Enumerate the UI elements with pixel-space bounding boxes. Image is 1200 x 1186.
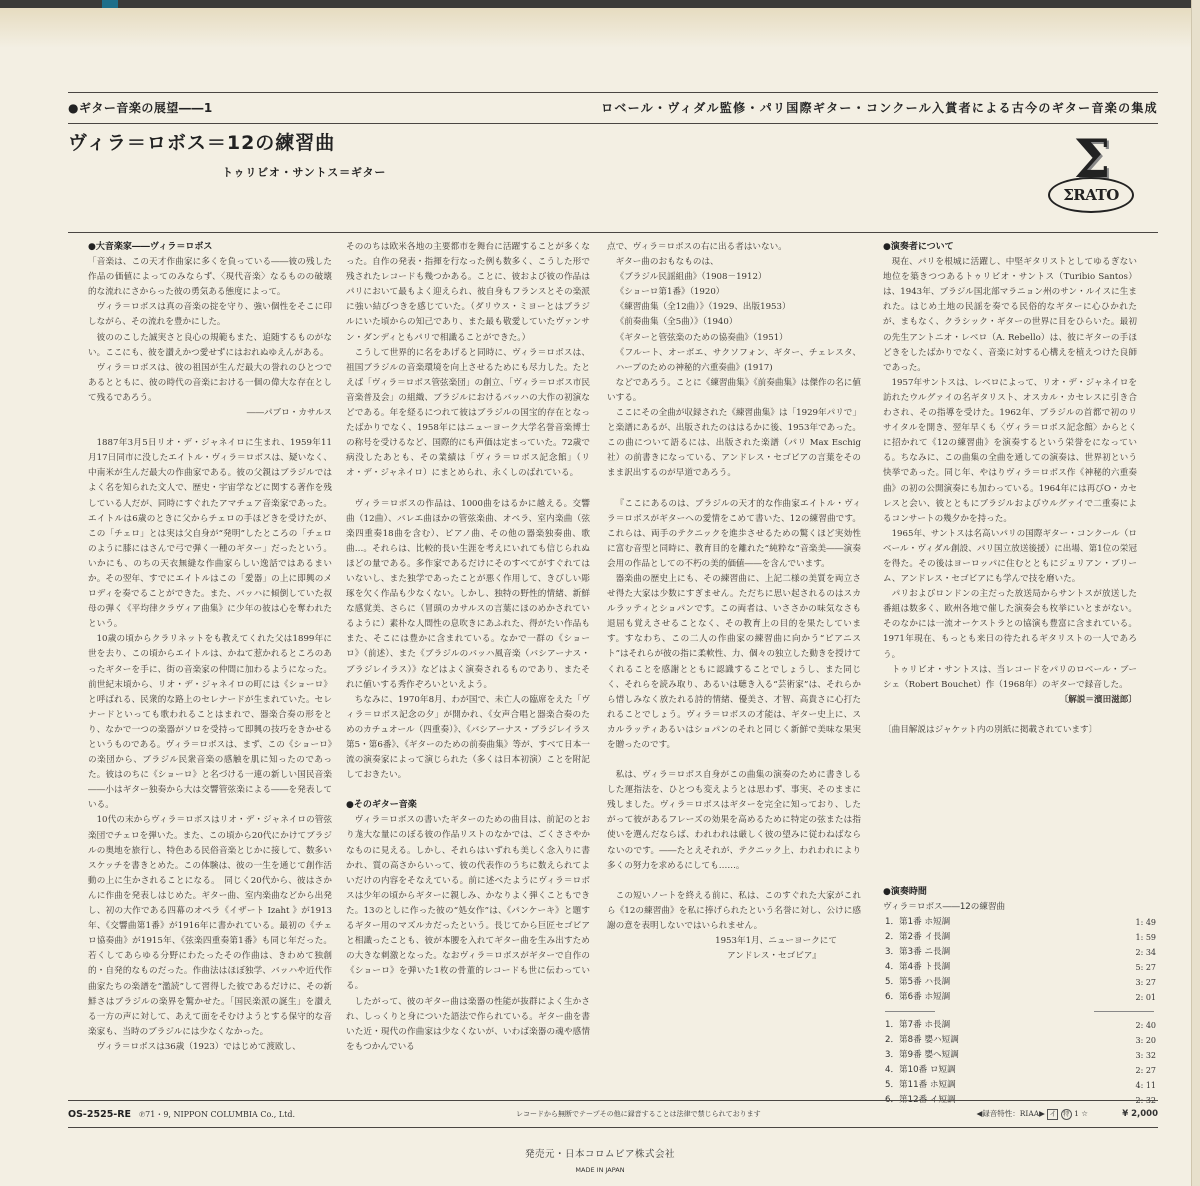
performer-paragraph-2: 1957年サントスは、レベロによって、リオ・デ・ジャネイロを訪れたウルグァイの名ギタリスト、オスカル・カセレスに引き合わされ、その指導を受けた。1962年、ブラジルの首都で初のリサイタルを開き、翌年早くも〈ヴィラ＝ロボス記念館〉からとくに招かれて《12の練習曲》を演奏するという栄誉をになっている。ちなみに、この曲集の全曲を通しての演奏は、世界初という快挙であった。同じ年、やはりヴィラ＝ロボス作《神秘的六重奏曲》の初の公開演奏にも加わっている。1964年には再びO・カセレスと会い、彼とともにブラジルおよびウルグァイで二重奏によるコンサートの幾夕かを持った。 [883,377,1137,524]
work-item: 《ブラジル民謡組曲》（1908－1912） [615,272,767,283]
section-heading-guitar-music: ●そのギター音楽 [346,800,417,811]
circled-mark-icon: 特 [1061,1109,1072,1120]
etudes-intro: 点で、ヴィラ＝ロボスの右に出る者はいない。 [607,242,787,252]
work-item: 《ショーロ第1番》（1920） [615,287,725,298]
recording-spec-label: ◀録音特性：RIAA▶ [976,1109,1045,1118]
section-heading-composer: ●大音楽家――ヴィラ＝ロボス [88,242,213,252]
column-etudes [607,240,861,964]
casals-quote-p2: ヴィラ＝ロボスは真の音楽の掟を守り、強い個性をそこに印しながら、その流れを豊かにした。 [88,302,332,328]
segovia-quote-p3: 私は、ヴィラ＝ロボス自身がこの曲集の演奏のために書きしるした運指法を、ひとつも変えようとは思わず、事実、そのままに残しました。ヴィラ＝ロボスはギターを完全に知っており、したがって彼があるフレーズの効果を高めるために特定の弦または指使いを選んだならば、われわれは厳しく彼の望みに従わねばならないのです。――たとえそれが、テクニック上、われわれにより多くの努力を求めるにしても……。 [607,770,861,871]
segovia-quote-p1: 『ここにあるのは、ブラジルの天才的な作曲家エイトル・ヴィラ＝ロボスがギターへの愛情をこめて書いた、12の練習曲です。これらは、両手のテクニックを進歩させるための驚くほど実効性に富む音型と同時に、教育目的を離れた“純粋な”音楽美――演奏会用の作品としての不朽の美的価値――を含んでいます。 [607,498,861,569]
track-row [883,1048,1156,1063]
guitar-paragraph-2: したがって、彼のギター曲は楽器の性能が抜群によく生かされ、しっくりと身についた語法で作られている。ギター曲を書いた近・現代の作曲家は少なくないが、いわば楽器の魂や感情をもつかんでいる [346,996,590,1052]
track-label: 1．第1番 ホ短調 [885,917,951,927]
copy-warning: レコードから無断でテープその他に録音することは法律で禁じられております [516,1110,761,1118]
track-time: 2: 32 [1135,1096,1156,1105]
bio-paragraph-4: ヴィラ＝ロボスは36歳（1923）ではじめて渡欧し、 [96,1041,301,1052]
top-edge-tab [102,0,118,8]
segovia-signature: アンドレス・セゴビア』 [727,951,821,962]
track-time: 4: 11 [1135,1081,1156,1090]
casals-attribution: ――パブロ・カサルス [246,408,332,419]
track-row [883,960,1156,975]
casals-quote-p1: 「音楽は、この天才作曲家に多くを負っている――彼の残した作品の価値によってのみならず、〈現代音楽〉なるものの破壊的な流れにさからった彼の勇気ある態度によって。 [88,257,332,298]
track-notes-note: 〔曲目解説はジャケット内の別紙に掲載されています〕 [883,724,1098,735]
column-composer [88,240,332,1055]
tracklist-heading: ●演奏時間 [883,887,927,897]
track-row [883,1018,1156,1033]
made-in-label: MADE IN JAPAN [575,1166,625,1174]
work-item: 《練習曲集（全12曲）》（1929、出版1953） [615,302,791,313]
work-item: 《前奏曲集（全5曲）》（1940） [615,317,738,328]
performer-paragraph-5: トゥリビオ・サントスは、当レコードをパリのロベール・ブーシェ（Robert Bouchet）作（1968年）のギターで録音した。 [883,664,1137,690]
album-title: ヴィラ＝ロボス＝12の練習曲 [68,132,336,154]
segovia-date: 1953年1月、ニューヨークにて [715,936,837,947]
performer-paragraph-1: 現在、パリを根城に活躍し、中堅ギタリストとしてゆるぎない地位を築きつつあるトゥリビオ・サントス（Turibio Santos）は、1943年、ブラジル国北部マラニョン州のサン・ルイスに生まれた。はじめ土地の民謡を奏でる民俗的なギターに心ひかれたが、まもなく、クラシック・ギターの世界に目をひらいた。最初の先生アントニオ・レベロ（A. Rebello）は、彼にギターの手ほどきをしたばかりでなく、音楽に対する心構えを植えつけた良師であった。 [883,257,1137,373]
side-divider [883,1005,1156,1018]
casals-quote-p3: 彼ののこした誠実さと良心の規範もまた、追随するものがない。ここにも、彼を讃えかつ愛せずにはおれぬゆえんがある。 [88,332,332,358]
track-label: 2．第8番 嬰ハ短調 [885,1035,959,1045]
header-bottom-rule [68,123,1158,124]
career-paragraph-1: そののちは欧米各地の主要都市を舞台に活躍することが多くなった。自作の発表・指揮を行なった例も数多く、こうした形で残されたレコードも幾つかある。ことに、彼および彼の作品はパリにおいて最もよく迎えられ、彼自身もフランスとその楽派に強い結びつきを感じていた。（ダリウス・ミヨーとはブラジルにいた頃からの知己であり、また最も敬愛していたヴァンサン・ダンディともパリで相識ることができた。） [346,242,590,343]
erato-logo [1048,129,1134,211]
track-time: 1: 49 [1135,918,1156,927]
bio-paragraph-2: 10歳の頃からクラリネットをも教えてくれた父は1899年に世を去り、この頃からエイトルは、かねて惹かれるところのあったギターを手に、街の音楽家の仲間に加わるようになった。前世紀末頃から、リオ・デ・ジャネイロの町には《ショーロ》と呼ばれる、民衆的な路上のセレナードが生まれていた。セレナードといっても歌われることはまれで、器楽合奏の形をとり、なかで一つの楽器がソロを受持って即興の技巧をきかせるというものである。ヴィラ＝ロボスは、まず、この《ショーロ》の楽団から、ブラジル民衆音楽の感触を肌に知ったのであった。彼はのちに《ショーロ》と名づける一連の新しい国民音楽――小はギター独奏から大は交響管弦楽による――を発表している。 [88,634,332,811]
track-label: 1．第7番 ホ長調 [885,1020,951,1030]
etudes-paragraph-2: ここにその全曲が収録された《練習曲集》は「1929年パリで」と楽譜にあるが、出版されたのははるかに後、1953年であった。この曲について語るには、出版された楽譜（パリ Max Eschig 社）の前書きになっている、アンドレス・セゴビアの言葉をそのまま訳出するのが早道であろう。 [607,408,861,479]
track-time: 2: 01 [1135,993,1156,1002]
performer-paragraph-3: 1965年、サントスは名高いパリの国際ギター・コンクール（ロベール・ヴィダル創設、パリ国立放送後援）に出場、第1位の栄冠を得た。その後はヨーロッパに住むとともにジュリアン・ブリーム、アンドレス・セゴビアにも学んで技を磨いた。 [883,528,1137,585]
track-row [883,1078,1156,1093]
footer-top-rule [68,1100,1158,1101]
track-time: 2: 40 [1135,1021,1156,1030]
track-time: 2: 34 [1135,948,1156,957]
track-label: 4．第10番 ロ短調 [885,1065,956,1075]
track-row [883,990,1156,1005]
track-label: 2．第2番 イ長調 [885,932,951,942]
price: ¥ 2,000 [1122,1109,1158,1119]
bio-paragraph-1: 1887年3月5日リオ・デ・ジャネイロに生まれ、1959年11月17日同市に没したエイトル・ヴィラ＝ロボスは、疑いなく、中南米が生んだ最大の作曲家である。彼の父親はブラジルではよく名を知られた文人で、歴史・宇宙学などに関する著作を残している人だが、同時にすぐれたアマチュア音楽家であった。エイトルは6歳のときに父からチェロの手ほどきを受けたが、この「チェロ」とは実は父自身が“発明”したところの「チェロのように膝にはさんで弓で弾く一種のギター」だったという。いかにも、のちの天衣無縫な作曲家らしい逸話ではあるまいか。その翌年、すでにエイトルはこの「愛器」の上に即興のメロディを奏でることができた。また、バッハに傾倒していた叔母の弾く《平均律クラヴィア曲集》に少年の彼は心を奪われたという。 [88,438,332,630]
series-description: ロベール・ヴィダル監修・パリ国際ギター・コンクール入賞者による古今のギター音楽の集成 [601,100,1158,115]
erato-logo-wordmark: ΣRATO [1048,177,1134,213]
series-row [68,96,1158,118]
performer-credit: トゥリビオ・サントス＝ギター [222,166,387,179]
track-row [883,915,1156,930]
copyright-line: ℗71・9, NIPPON COLUMBIA Co., Ltd. [139,1109,295,1119]
track-time: 2: 27 [1135,1066,1156,1075]
series-label: ●ギター音楽の展望――1 [68,100,213,115]
recording-spec [976,1108,1088,1120]
etudes-paragraph-1: などであろう。ことに《練習曲集》《前奏曲集》は傑作の名に値いする。 [607,377,861,403]
track-time: 5: 27 [1135,963,1156,972]
boxed-mark-icon: イ [1049,1110,1057,1118]
track-label: 6．第12番 イ短調 [885,1095,956,1105]
tracklist-work-title: ヴィラ＝ロボス――12の練習曲 [883,902,1006,912]
works-intro: ギター曲のおもなものは、 [615,257,719,268]
track-row [883,1033,1156,1048]
performer-paragraph-4: パリおよびロンドンの主だった放送局からサントスが放送した番組は数多く、欧州各地で催した演奏会も枚挙にいとまがない。そのなかには一流オーケストラとの協演も豊富に含まれている。1971年現在、もっとも来日の待たれるギタリストの一人であろう。 [883,589,1137,660]
track-row [883,1063,1156,1078]
footer-row [68,1105,1158,1123]
sigma-logo-icon: Σ [1073,129,1111,190]
segovia-quote-p4: この短いノートを終える前に、私は、このすぐれた大家がこれら《12の練習曲》を私に捧げられたという名誉に対し、公けに感謝の意を表明しないではいられません。 [607,890,861,931]
distributor-label: 発売元・日本コロムビア株式会社 [524,1149,675,1160]
memorial-paragraph: ちなみに、1970年8月、わが国で、未亡人の臨席をえた「ヴィラ＝ロボス記念の夕」が開かれ、《女声合唱と器楽合奏のためのカチュオール（四重奏）》、《バシアーナス・ブラジレイラス第5・第6番》、《ギターのための前奏曲集》等が、すべて日本一流の演奏家によって演じられた（多くは日本初演）ことを附記しておきたい。 [346,694,590,781]
track-time: 1: 59 [1135,933,1156,942]
works-paragraph: ヴィラ＝ロボスの作品は、1000曲をはるかに越える。交響曲（12曲）、バレエ曲ほかの管弦楽曲、オペラ、室内楽曲（弦楽四重奏18曲を含む）、ピアノ曲、その他の器楽独奏曲、歌曲…。それらは、比較的長い生涯を考えにいれても信じられぬほどの量である。多作家であるだけにそのすべてがすぐれてはいないし、また独学であったことが悪く作用して、きびしい彫琢を欠く作品も少なくない。しかし、独特の野性的情緒、新鮮な感覚美、さらに（冒頭のカサルスの言葉にほのめかされているように）素朴な人間性の息吹きにあふれた、得がたい作品もまた、そこには豊かに含まれている。なかで一群の《ショーロ》（前述）、また《ブラジルのバッハ風音楽（バシアーナス・ブラジレイラス）》などはよく演奏されるものであり、またそれに値いする秀作ぞろいといえよう。 [346,498,590,690]
track-row [883,945,1156,960]
sleeve-right-edge [1191,0,1200,1186]
footer-bottom-rule [68,1127,1158,1128]
column-performer [883,240,1137,738]
header-top-rule [68,92,1158,93]
body-top-rule [68,232,1158,233]
track-label: 4．第4番 ト長調 [885,962,951,972]
track-row [883,975,1156,990]
track-label: 5．第11番 ホ短調 [885,1080,956,1090]
top-edge-band [0,0,1200,8]
work-item: 《ギターと管弦楽のための協奏曲》（1951） [615,332,788,343]
catalog-number: OS-2525-RE [68,1108,132,1120]
commentary-credit: 〔解説＝濱田滋郎〕 [1059,694,1137,705]
track-time: 3: 32 [1135,1051,1156,1060]
track-label: 3．第9番 嬰ヘ短調 [885,1050,959,1060]
segovia-quote-p2: 器楽曲の歴史上にも、その練習曲に、上記二様の美質を両立させ得た大家は少数にすぎません。ただちに思い起されるのはスカルラッティとショパンです。この両者は、いささかの味気なさも退屈も覚えさせることなく、その教育上の目的を果たしています。すなわち、この二人の作曲家の練習曲に向かう“ピアニスト”はそれらが彼の指に柔軟性、力、個々の独立した動きを授けてくれることを感謝とともに認識することでしょうし、また同じく、それらを読み取り、あるいは聴き入る“芸術家”は、それらから惜しみなく放たれる詩的情緒、優美さ、才智、高貴さに心打たれることでしょう。ヴィラ＝ロボスの才能は、ギター史上に、スカルラッティあるいはショパンのそれと同じく新鮮で美味な果実を贈ったのです。 [607,573,861,750]
guitar-paragraph-1: ヴィラ＝ロボスの書いたギターのための曲目は、前記のとおり尨大な量にのぼる彼の作品リストのなかでは、ごくささやかなものに見える。しかし、それらはいずれも美しく念入りに書かれ、質の高さからいって、彼の代表作のうちに数えられてよいだけの内容をそなえている。前に述べたようにヴィラ＝ロボスは少年の頃からギターに親しみ、かなりよく弾くこともできた。13のとしに作った彼の“処女作”は、《パンケーキ》と題するギター用のマズルカだったという。長じてから巨匠セゴビアと相識ったことも、彼が本腰を入れてギター曲を生み出すための大きな刺激となった。なおヴィラ＝ロボスがギターで自作の《ショーロ》を弾いた1枚の骨董的レコードも世に伝わっている。 [346,815,590,992]
column-career [346,240,590,1055]
career-paragraph-2: こうして世界的に名をあげると同時に、ヴィラ＝ロボスは、祖国ブラジルの音楽環境を向上させるためにも尽力した。たとえば「ヴィラ＝ロボス管弦楽団」の創立、「ヴィラ＝ロボス市民音楽普及会」の組織、ブラジルにおけるバッハの大作の初演などである。年を経るにつれて彼はブラジルの国宝的存在となったばかりでなく、1958年にはニューヨーク大学名誉音楽博士の称号を受けるなど、国際的にも声価は定まっていた。72歳で病没したあとも、その業績は「ヴィラ＝ロボス記念館」（リオ・デ・ジャネイロ）にまとめられ、永くしのばれている。 [346,347,590,479]
track-row [883,930,1156,945]
bio-paragraph-3: 10代の末からヴィラ＝ロボスはリオ・デ・ジャネイロの管弦楽団でチェロを弾いた。また、この頃から20代にかけてブラジルの奥地を旅行し、特色ある民俗音楽とじかに接して、数多いスケッチを書きとめた。この体験は、彼の一生を通じて創作活動の上に生かされることになる。 同じく20代から、彼はさかんに作曲を発表しはじめた。ギター曲、室内楽曲などから出発し、初の大作である四幕のオペラ《イザート Izaht 》が1913年、《交響曲第1番》が1916年に書かれている。最初の《チェロ協奏曲》が1915年、《弦楽四重奏第1番》も同じ年だった。若くしてあらゆる分野にわたったその作曲は、きわめて独創的・自発的なものだった。作曲法はほぼ独学、バッハや近代作曲家たちの楽譜を“濫読”して習得した彼であるだけに、その新鮮さはブラジルの楽界を驚かせた。「国民楽派の誕生」を讃える一方の声に対して、あえて面をそむけようとする保守的な音楽家も、当時のブラジルには少なくなかった。 [88,815,332,1037]
track-label: 5．第5番 ハ長調 [885,977,951,987]
casals-quote-p4: ヴィラ＝ロボスは、彼の祖国が生んだ最大の誉れのひとつであるとともに、彼の時代の音楽における一個の偉大な存在として残るであろう。 [88,362,332,403]
spec-suffix: 1 ☆ [1074,1109,1088,1118]
section-heading-performer: ●演奏者について [883,242,954,252]
track-label: 3．第3番 ニ長調 [885,947,951,957]
track-time: 3: 20 [1135,1036,1156,1045]
track-time: 3: 27 [1135,978,1156,987]
work-item: 《フルート、オーボエ、サクソフォン、ギター、チェレスタ、ハープのための神秘的六重奏曲》(1917) [615,347,861,373]
tracklist [883,885,1156,1108]
track-label: 6．第6番 ホ短調 [885,992,951,1002]
paper-aging-stain [0,8,1200,48]
